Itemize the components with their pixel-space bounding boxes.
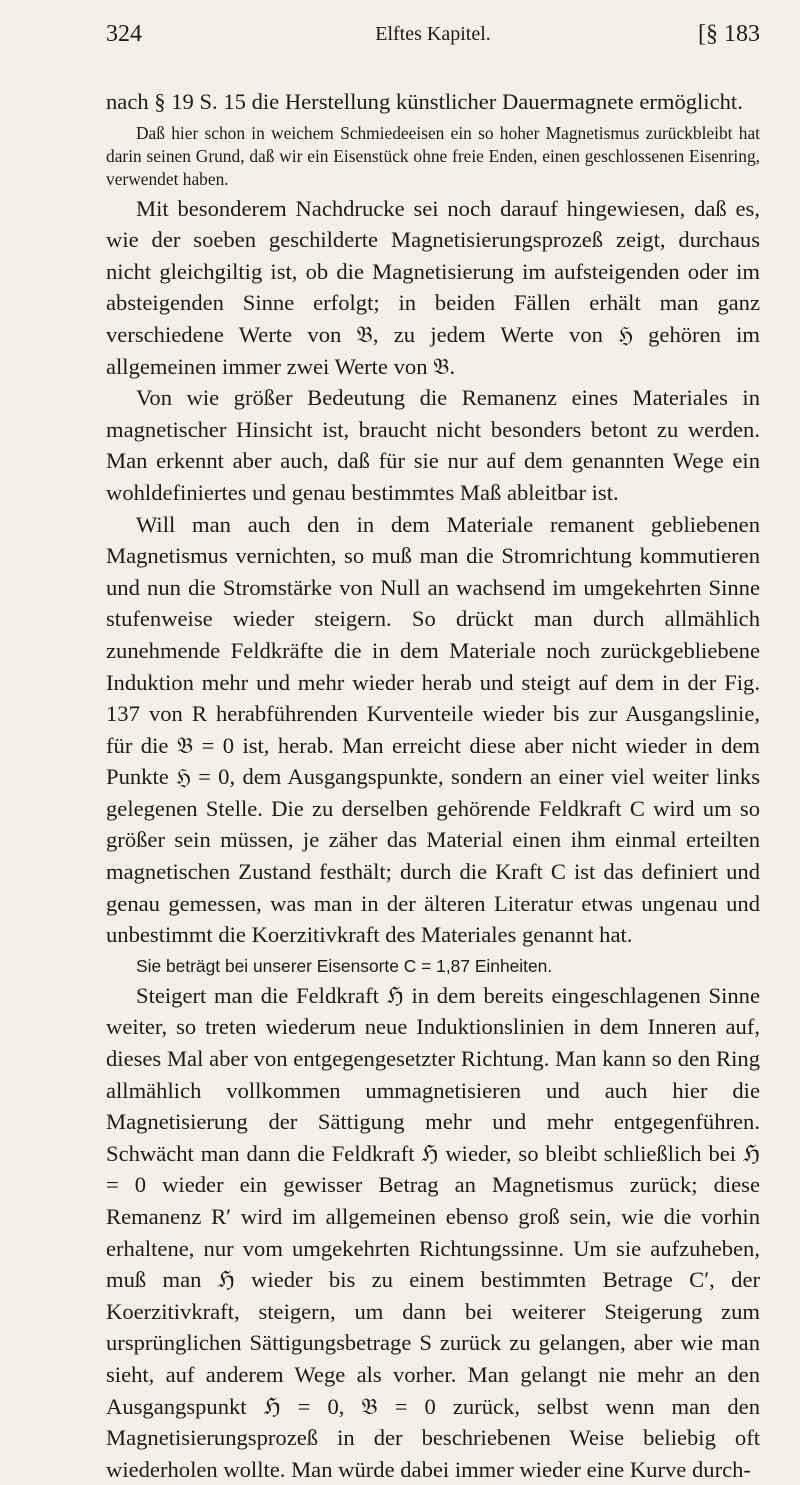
paragraph-remark: Mit besonderem Nachdrucke sei noch darauf hingewiesen, daß es, wie der soeben geschilderte Magnetisierungsprozeß zeigt, durchaus nicht gleichgiltig ist, ob die Magnetisierung im aufsteigenden oder im absteigenden Sinne erfolgt; in beiden Fällen erhält man ganz verschiedene Werte von 𝔅, zu jedem Werte von ℌ gehören im allgemeinen immer zwei Werte von 𝔅.: [106, 195, 760, 379]
page-number: 324: [106, 21, 142, 47]
section-marker: [§ 183: [698, 21, 760, 47]
chapter-title: Elftes Kapitel.: [375, 23, 491, 45]
small-print-note: Daß hier schon in weichem Schmiedeeisen ein so hoher Magnetismus zurückbleibt hat darin seinen Grund, daß wir ein Eisenstück ohne freie Enden, einen geschlossenen Eisenring, verwendet haben.: [106, 122, 760, 189]
paragraph-remagnetization: Steigert man die Feldkraft ℌ in dem bereits eingeschlagenen Sinne weiter, so treten wiederum neue Induktionslinien in dem Inneren auf, dieses Mal aber von entgegengesetzter Richtung. Man kann so den Ring allmählich vollkommen ummagnetisieren und auch hier die Magnetisierung der Sättigung mehr und mehr entgegenführen. Schwächt man dann die Feldkraft ℌ wieder, so bleibt schließlich bei ℌ = 0 wieder ein gewisser Betrag an Magnetismus zurück; diese Remanenz R′ wird im allgemeinen ebenso groß sein, wie die vorhin erhaltene, nur vom umgekehrten Richtungssinne. Um sie aufzuheben, muß man ℌ wieder bis zu einem bestimmten Betrage C′, der Koerzitivkraft, steigern, um dann bei weiterer Steigerung zum ursprünglichen Sättigungsbetrage S zurück zu gelangen, aber wie man sieht, auf anderem Wege als vorher. Man gelangt nie mehr an den Ausgangspunkt ℌ = 0, 𝔅 = 0 zurück, selbst wenn man den Magnetisierungsprozeß in der beschriebenen Weise beliebig oft wiederholen wollte. Man würde dabei immer wieder eine Kurve durch-: [106, 982, 760, 1482]
paragraph-coercivity: Will man auch den in dem Materiale remanent gebliebenen Magnetismus vernichten, so muß man die Stromrichtung kommutieren und nun die Stromstärke von Null an wachsend im umgekehrten Sinne stufenweise wieder steigern. So drückt man durch allmählich zunehmende Feldkräfte die in dem Materiale noch zurückgebliebene Induktion mehr und mehr wieder herab und steigt auf dem in der Fig. 137 von R herabführenden Kurventeile wieder bis zur Ausgangslinie, für die 𝔅 = 0 ist, herab. Man erreicht diese aber nicht wieder in dem Punkte ℌ = 0, dem Ausgangspunkte, sondern an einer viel weiter links gelegenen Stelle. Die zu derselben gehörende Feldkraft C wird um so größer sein müssen, je zäher das Material einen ihm einmal erteilten magnetischen Zustand festhält; durch die Kraft C ist das definiert und genau gemessen, was man in der älteren Literatur etwas ungenau und unbestimmt die Koerzitivkraft des Materiales genannt hat.: [106, 511, 760, 948]
body-text: [106, 86, 760, 1485]
paragraph-remanence: Von wie größer Bedeutung die Remanenz eines Materiales in magnetischer Hinsicht ist, braucht nicht besonders betont zu werden. Man erkennt aber auch, daß für sie nur auf dem genannten Wege ein wohldefiniertes und genau bestimmtes Maß ableitbar ist.: [106, 385, 760, 505]
running-header: [106, 18, 760, 50]
paragraph-continuation: nach § 19 S. 15 die Herstellung künstlicher Dauermagnete ermöglicht.: [106, 89, 743, 114]
small-print-value: Sie beträgt bei unserer Eisensorte C = 1,87 Einheiten.: [136, 955, 553, 976]
